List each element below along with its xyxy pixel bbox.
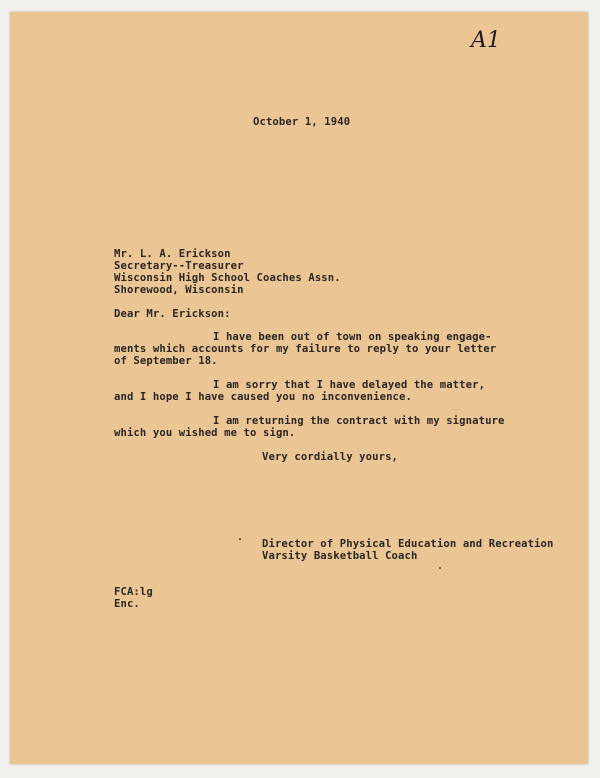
ink-speck [439,567,441,569]
paragraph-3-line-2: which you wished me to sign. [114,427,296,439]
page-mark: A1 [471,28,501,53]
address-line-4: Shorewood, Wisconsin [114,284,244,296]
signature-title-2: Varsity Basketball Coach [262,550,418,562]
letter-page [10,12,588,764]
enclosure-note: Enc. [114,598,140,610]
letter-date: October 1, 1940 [253,116,351,128]
paragraph-2-line-2: and I hope I have caused you no inconvenience. [114,391,412,403]
address-line-3: Wisconsin High School Coaches Assn. [114,272,341,284]
reference-initials: FCA:lg [114,586,153,598]
paragraph-2-line-1: I am sorry that I have delayed the matter, [213,379,486,391]
address-line-2: Secretary--Treasurer [114,260,244,272]
address-line-1: Mr. L. A. Erickson [114,248,231,260]
paragraph-1-line-2: ments which accounts for my failure to reply to your letter [114,343,497,355]
signature-title-1: Director of Physical Education and Recreation [262,538,554,550]
ink-speck [239,538,241,540]
paragraph-1-line-3: of September 18. [114,355,218,367]
paragraph-1-line-1: I have been out of town on speaking engage- [213,331,492,343]
closing: Very cordially yours, [262,451,399,463]
paragraph-3-line-1: I am returning the contract with my signature [213,415,505,427]
salutation: Dear Mr. Erickson: [114,308,231,320]
